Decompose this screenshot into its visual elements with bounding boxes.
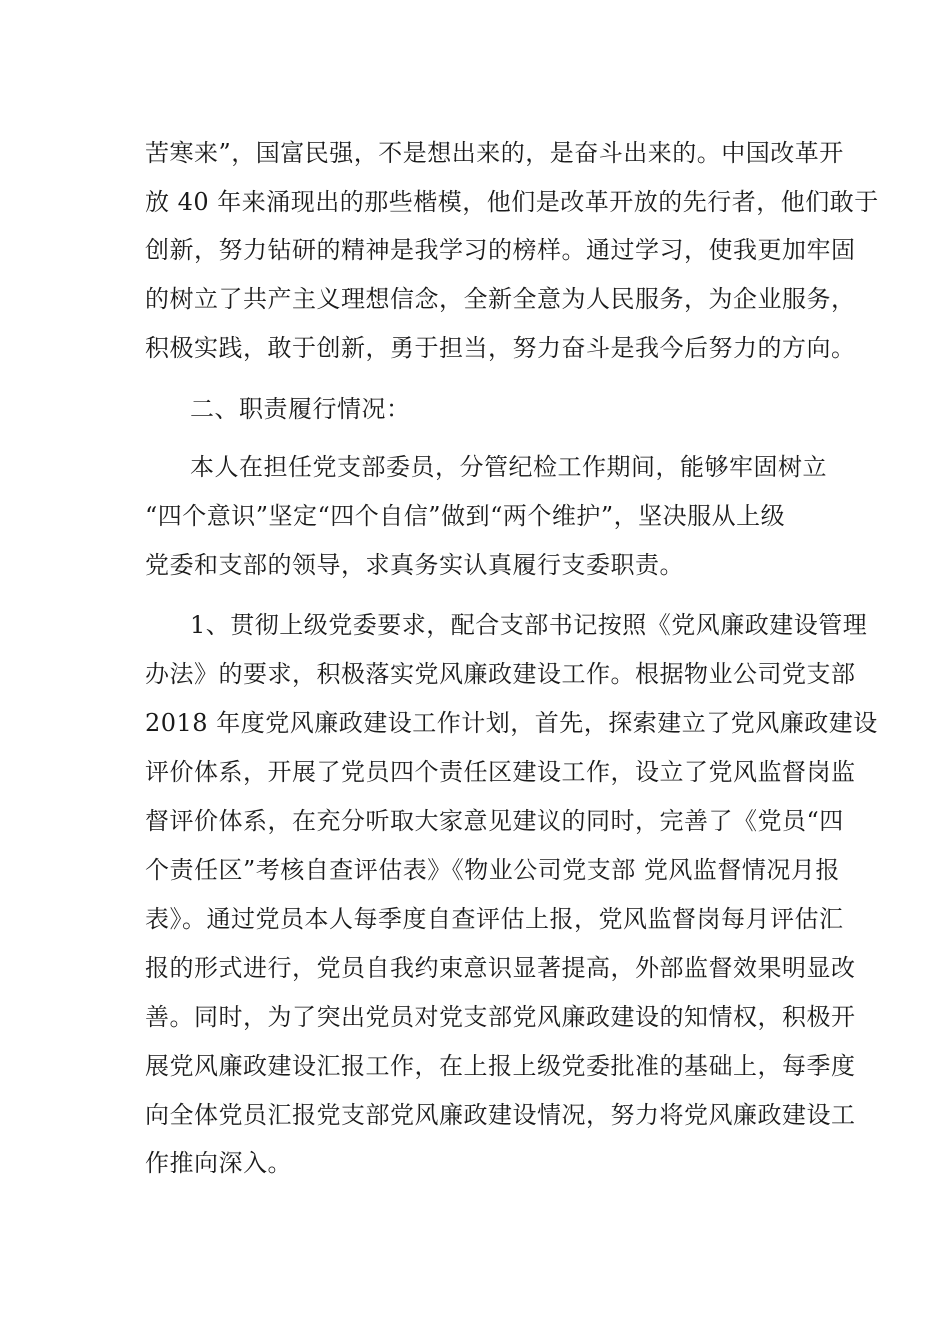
text-line: 向全体党员汇报党支部党风廉政建设情况，努力将党风廉政建设工 — [145, 1101, 856, 1129]
text-line: 放 40 年来涌现出的那些楷模，他们是改革开放的先行者，他们敢于 — [145, 188, 879, 216]
text-line: 本人在担任党支部委员，分管纪检工作期间，能够牢固树立 — [190, 453, 827, 481]
text-line: 的树立了共产主义理想信念，全新全意为人民服务，为企业服务， — [145, 285, 856, 313]
text-line: 展党风廉政建设汇报工作，在上报上级党委批准的基础上，每季度 — [145, 1052, 856, 1080]
text-line: 积极实践，敢于创新，勇于担当，努力奋斗是我今后努力的方向。 — [145, 334, 856, 362]
text-line: 苦寒来”，国富民强，不是想出来的，是奋斗出来的。中国改革开 — [145, 139, 844, 167]
text-line: 报的形式进行，党员自我约束意识显著提高，外部监督效果明显改 — [145, 954, 856, 982]
text-line: 表》。通过党员本人每季度自查评估上报，党风监督岗每月评估汇 — [145, 905, 844, 933]
text-line: 2018 年度党风廉政建设工作计划，首先，探索建立了党风廉政建设 — [145, 709, 878, 737]
text-line: 1、贯彻上级党委要求，配合支部书记按照《党风廉政建设管理 — [190, 611, 868, 639]
text-line: 党委和支部的领导，求真务实认真履行支委职责。 — [145, 551, 684, 579]
text-line: 作推向深入。 — [145, 1149, 292, 1177]
text-line: “四个意识”坚定“四个自信”做到“两个维护”，坚决服从上级 — [145, 502, 786, 530]
section-heading: 二、职责履行情况： — [190, 395, 411, 423]
text-line: 评价体系，开展了党员四个责任区建设工作，设立了党风监督岗监 — [145, 758, 856, 786]
text-line: 善。同时，为了突出党员对党支部党风廉政建设的知情权，积极开 — [145, 1003, 856, 1031]
text-line: 创新，努力钻研的精神是我学习的榜样。通过学习，使我更加牢固 — [145, 236, 856, 264]
text-line: 办法》的要求，积极落实党风廉政建设工作。根据物业公司党支部 — [145, 660, 856, 688]
text-line: 督评价体系，在充分听取大家意见建议的同时，完善了《党员“四 — [145, 807, 844, 835]
text-line: 个责任区”考核自查评估表》《物业公司党支部 党风监督情况月报 — [145, 856, 840, 884]
